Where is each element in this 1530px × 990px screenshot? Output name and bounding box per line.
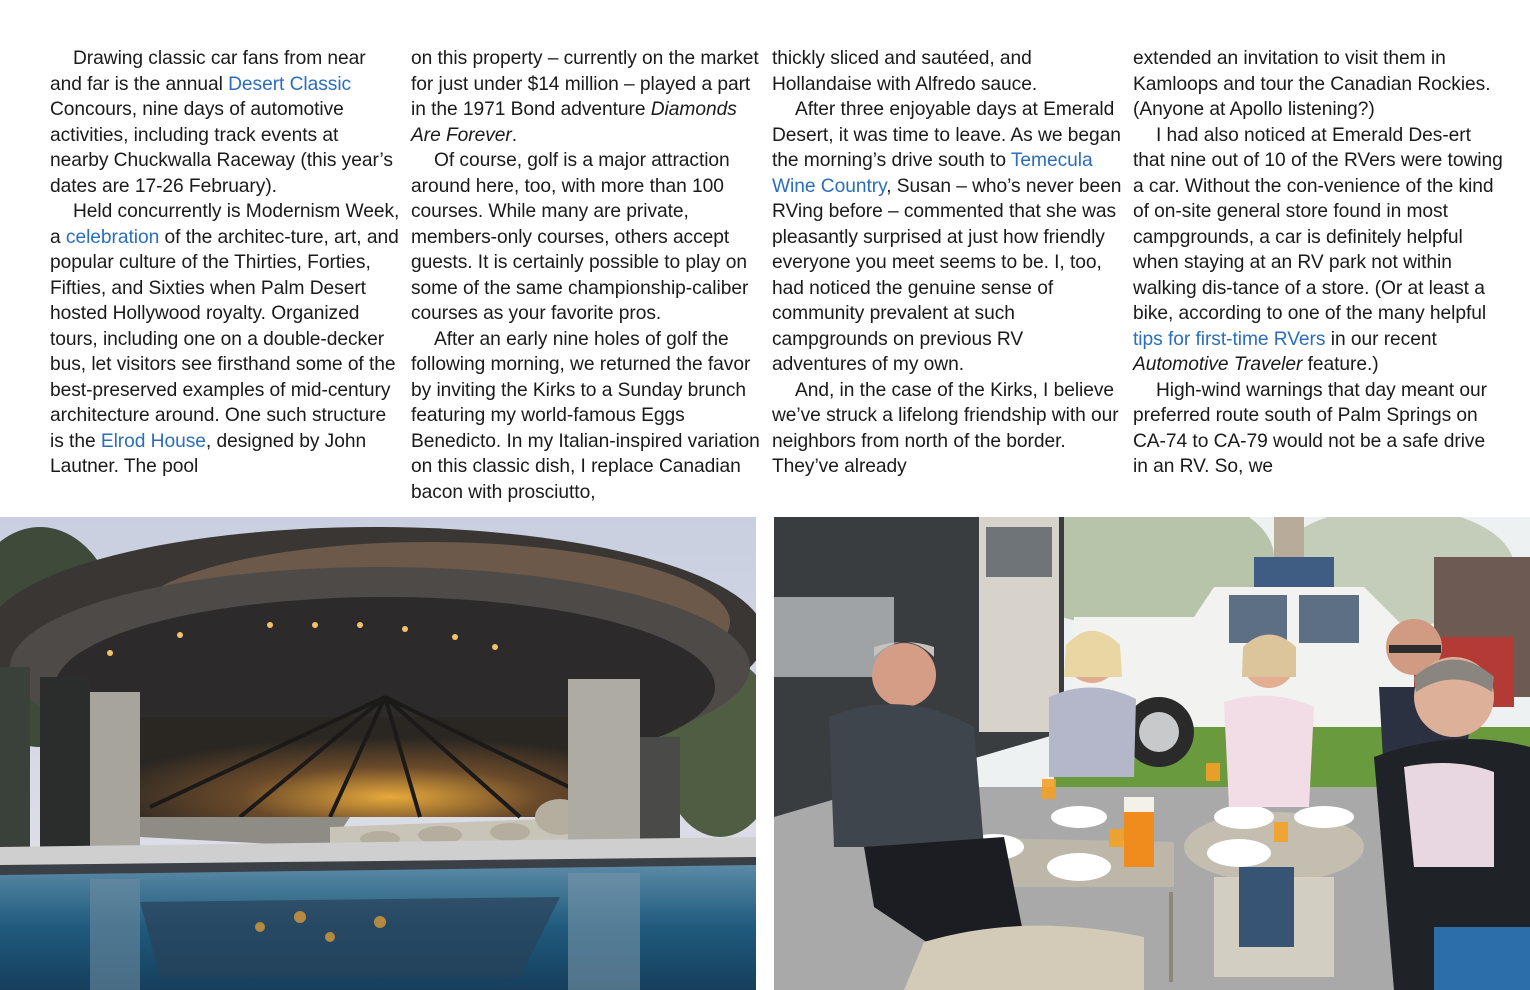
article-column-2 (411, 46, 761, 505)
article-text: Held concurrently is Modernism Week, a (50, 201, 400, 248)
article-paragraph (411, 148, 761, 327)
article-paragraph (1133, 46, 1503, 123)
article-text: After an early nine holes of golf the following morning, we returned the favor by inviting the Kirks to a Sunday brunch featuring my world-famous Eggs Benedicto. In my Italian-inspired variation on this classic dish, I replace Canadian bacon with prosciutto, (411, 328, 760, 503)
elrod-house-photo (0, 517, 756, 990)
article-text: of the architec-ture, art, and popular culture of the Thirties, Forties, Fifties, and Sixties when Palm Desert hosted Hollywood royalty. Organized tours, including one on a double-decker bus, let visitors see firsthand some of the best-preserved examples of mid-century architecture around. One such structure is the (50, 226, 399, 452)
article-text: , Susan – who’s never been RVing before – commented that she was pleasantly surprised at just how friendly everyone you meet seems to be. I, too, had noticed the genuine sense of community prevalent at such campgrounds on previous RV adventures of my own. (772, 175, 1122, 375)
article-text: I had also noticed at Emerald Des-ert that nine out of 10 of the RVers were towing a car. Without the con-venience of the kind of on-site general store found in most campgrounds, a car is definitely helpful when staying at an RV park not within walking dis-tance of a store. (Or at least a bike, according to one of the many helpful (1133, 124, 1503, 324)
article-column-4 (1133, 46, 1503, 480)
italic-title: Diamonds Are Forever (411, 99, 737, 146)
article-paragraph (50, 46, 400, 199)
article-link[interactable]: tips for first-time RVers (1133, 328, 1326, 350)
article-link[interactable]: celebration (65, 226, 160, 248)
article-column-3 (772, 46, 1122, 480)
article-paragraph (411, 327, 761, 506)
article-paragraph (50, 199, 400, 480)
italic-title: Automotive Traveler (1133, 354, 1303, 375)
article-paragraph (411, 46, 761, 148)
article-text: , designed by John Lautner. The pool (50, 430, 367, 477)
article-text: extended an invitation to visit them in Kamloops and tour the Canadian Rockies. (Anyone at Apollo listening?) (1133, 48, 1491, 120)
article-paragraph (772, 46, 1122, 97)
article-column-1 (50, 46, 400, 480)
article-link[interactable]: Elrod House (100, 430, 206, 452)
article-paragraph (1133, 123, 1503, 378)
article-text: thickly sliced and sautéed, and Hollandaise with Alfredo sauce. (772, 48, 1038, 95)
article-text: High-wind warnings that day meant our preferred route south of Palm Springs on CA-74 to CA-79 would not be a safe drive in an RV. So, we (1133, 379, 1487, 477)
article-link[interactable]: Temecula Wine Country (772, 150, 1093, 197)
rv-brunch-photo (774, 517, 1530, 990)
article-text: in our recent (1325, 328, 1437, 350)
article-text: After three enjoyable days at Emerald Desert, it was time to leave. As we began the morning’s drive south to (772, 99, 1121, 171)
article-text: feature.) (1302, 354, 1379, 375)
article-text: Drawing classic car fans from near and far is the annual (50, 48, 366, 95)
article-link[interactable]: Desert Classic (228, 73, 352, 95)
article-paragraph (1133, 378, 1503, 480)
article-text: on this property – currently on the market for just under $14 million – played a part in the 1971 Bond adventure (411, 48, 759, 120)
article-text: . (511, 124, 518, 146)
article-paragraph (772, 97, 1122, 378)
article-text: And, in the case of the Kirks, I believe we’ve struck a lifelong friendship with our neighbors from north of the border. They’ve already (772, 379, 1119, 477)
article-paragraph (772, 378, 1122, 480)
article-text: Of course, golf is a major attraction around here, too, with more than 100 courses. While many are private, members-only courses, others accept guests. It is certainly possible to play on some of the same championship-caliber courses as your favorite pros. (411, 150, 749, 324)
article-text: Concours, nine days of automotive activities, including track events at nearby Chuckwalla Raceway (this year’s dates are 17-26 February). (50, 99, 393, 197)
